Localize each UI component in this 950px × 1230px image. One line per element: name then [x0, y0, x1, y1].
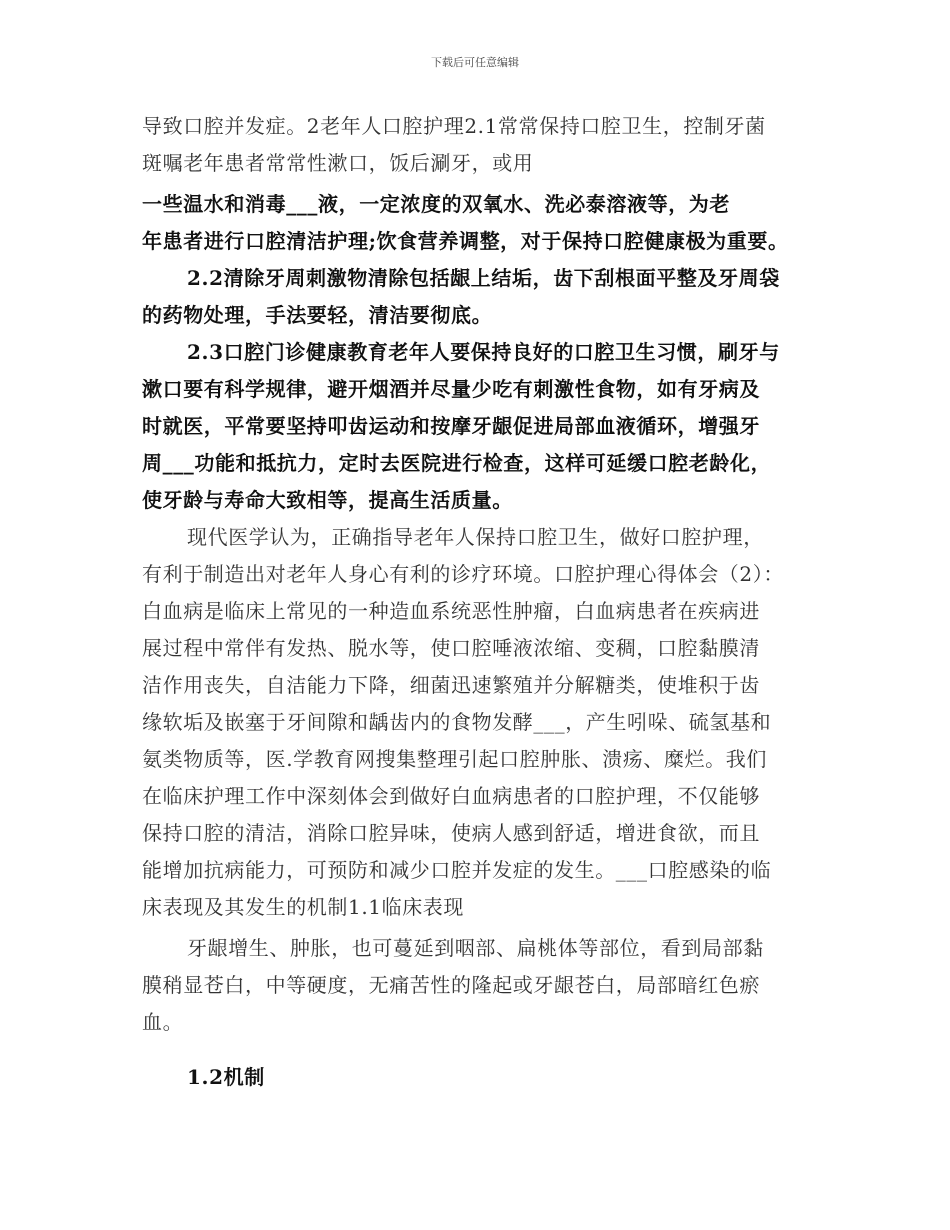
section-heading: 1.2机制 — [187, 1065, 265, 1089]
paragraph-line: 有利于制造出对老年人身心有利的诊疗环境。口腔护理心得体会（2）： — [142, 562, 784, 586]
paragraph-line: 血。 — [142, 1010, 184, 1034]
paragraph-line: 漱口要有科学规律，避开烟酒并尽量少吃有刺激性食物，如有牙病及 — [142, 377, 760, 401]
paragraph-line: 周___功能和抵抗力，定时去医院进行检查，这样可延缓口腔老龄化， — [142, 451, 772, 475]
paragraph-line: 能增加抗病能力，可预防和减少口腔并发症的发生。___口腔感染的临 — [142, 858, 772, 882]
paragraph-line: 2.2清除牙周刺激物清除包括龈上结垢，齿下刮根面平整及牙周袋 — [187, 266, 780, 290]
paragraph-line: 保持口腔的清洁，消除口腔异味，使病人感到舒适，增进食欲，而且 — [142, 821, 760, 845]
paragraph-line: 洁作用丧失，自洁能力下降，细菌迅速繁殖并分解糖类，使堆积于齿 — [142, 673, 760, 697]
paragraph-line: 展过程中常伴有发热、脱水等，使口腔唾液浓缩、变稠，口腔黏膜清 — [142, 636, 760, 660]
paragraph-line: 时就医，平常要坚持叩齿运动和按摩牙龈促进局部血液循环，增强牙 — [142, 414, 760, 438]
paragraph-line: 缘软垢及嵌塞于牙间隙和龋齿内的食物发酵___，产生吲哚、硫氢基和 — [142, 710, 772, 734]
paragraph-line: 斑嘱老年患者常常性漱口，饭后涮牙，或用 — [142, 151, 534, 175]
paragraph-line: 年患者进行口腔清洁护理;饮食营养调整，对于保持口腔健康极为重要。 — [142, 229, 789, 253]
paragraph-line: 膜稍显苍白，中等硬度，无痛苦性的隆起或牙龈苍白，局部暗红色瘀 — [142, 973, 760, 997]
paragraph-line: 氨类物质等，医.学教育网搜集整理引起口腔肿胀、溃疡、糜烂。我们 — [142, 747, 767, 771]
paragraph-line: 牙龈增生、肿胀，也可蔓延到咽部、扁桃体等部位，看到局部黏 — [187, 936, 764, 960]
paragraph-line: 使牙龄与寿命大致相等，提高生活质量。 — [142, 488, 513, 512]
paragraph-line: 在临床护理工作中深刻体会到做好白血病患者的口腔护理，不仅能够 — [142, 784, 760, 808]
paragraph-line: 一些温水和消毒___液，一定浓度的双氧水、洗必泰溶液等，为老 — [142, 192, 730, 216]
paragraph-line: 2.3口腔门诊健康教育老年人要保持良好的口腔卫生习惯，刷牙与 — [187, 340, 780, 364]
paragraph-line: 床表现及其发生的机制1.1临床表现 — [142, 895, 465, 919]
page-header: 下载后可任意编辑 — [431, 56, 519, 69]
document-body — [142, 108, 814, 1096]
paragraph-line: 导致口腔并发症。2老年人口腔护理2.1常常保持口腔卫生，控制牙菌 — [142, 114, 766, 138]
paragraph-line: 白血病是临床上常见的一种造血系统恶性肿瘤，白血病患者在疾病进 — [142, 599, 760, 623]
paragraph-line: 现代医学认为，正确指导老年人保持口腔卫生，做好口腔护理， — [187, 525, 764, 549]
paragraph-line: 的药物处理，手法要轻，清洁要彻底。 — [142, 303, 493, 327]
